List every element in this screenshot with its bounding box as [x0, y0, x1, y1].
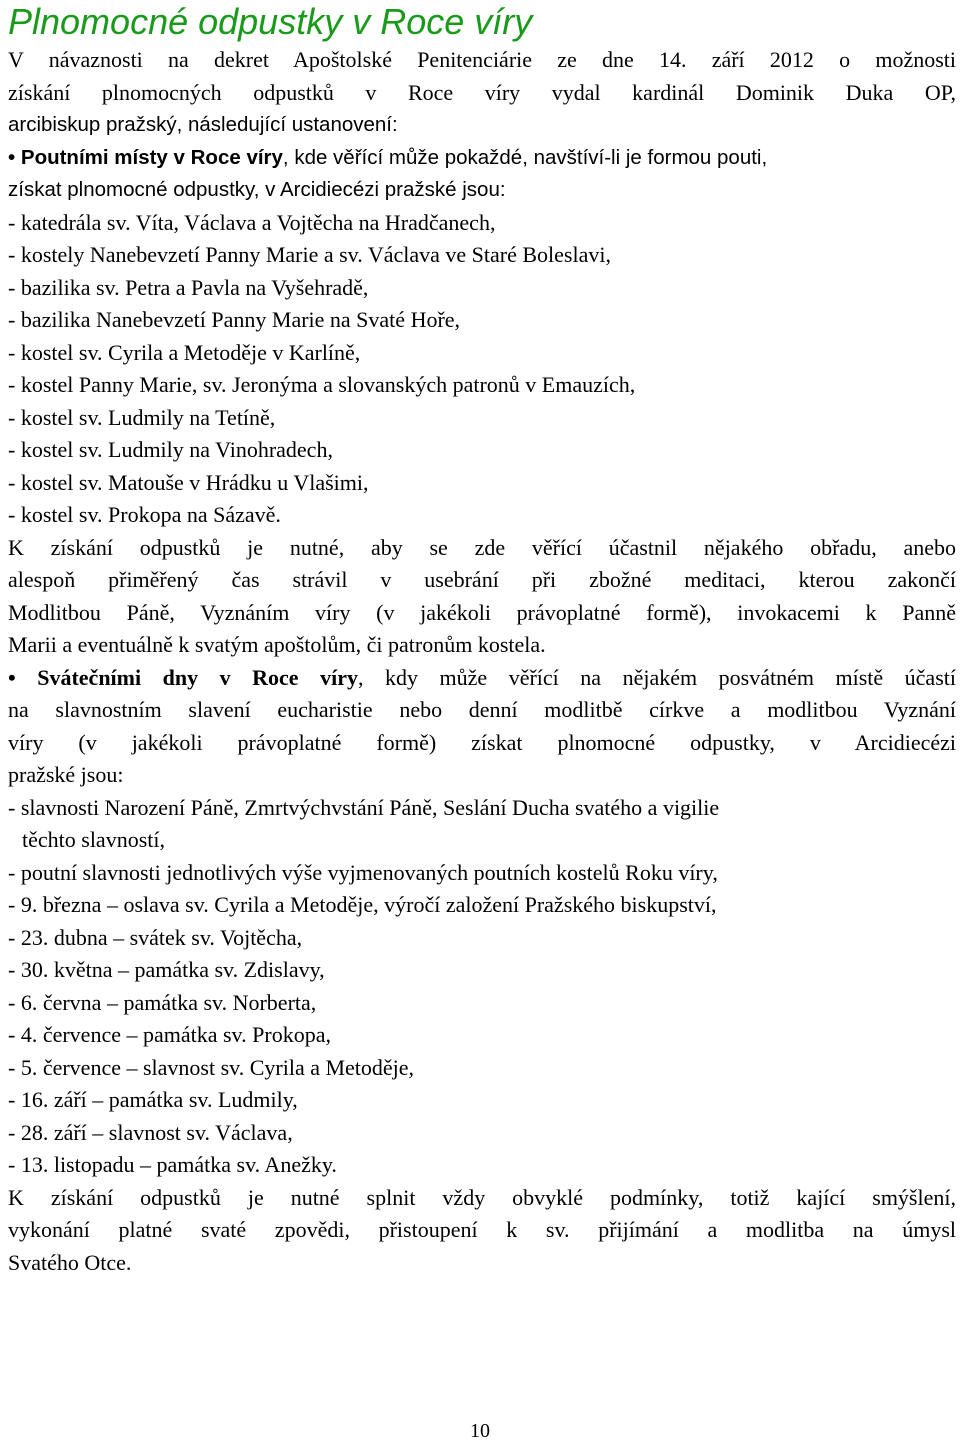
section2-heading-line: [8, 662, 956, 695]
paragraph-line: Marii a eventuálně k svatým apoštolům, či patronům kostela.: [8, 632, 546, 657]
document-page: [8, 0, 956, 1279]
section1-heading-rest: , kde věřící může pokaždé, navštíví-li je formou pouti,: [282, 145, 768, 169]
section2-line: víry (v jakékoli právoplatné formě) získat plnomocné odpustky, v Arcidiecézi: [8, 729, 956, 755]
list-item: těchto slavností,: [22, 827, 165, 852]
paragraph-line: K získání odpustků je nutné, aby se zde věřící účastnil nějakého obřadu, anebo: [8, 534, 956, 560]
list-item: - kostel sv. Ludmily na Vinohradech,: [8, 437, 333, 462]
list-item: - kostel sv. Ludmily na Tetíně,: [8, 404, 276, 430]
paragraph-line: Modlitbou Páně, Vyznáním víry (v jakékoli právoplatné formě), invokacemi k Panně: [8, 599, 956, 625]
list-item: - kostely Nanebevzetí Panny Marie a sv. Václava ve Staré Boleslavi,: [8, 242, 611, 267]
section2-line: na slavnostním slavení eucharistie nebo denní modlitbě církve a modlitbou Vyznání: [8, 697, 956, 722]
section2-heading: Svátečními dny v Roce víry: [37, 664, 358, 690]
intro-line: V návaznosti na dekret Apoštolské Penitenciárie ze dne 14. září 2012 o možnosti: [8, 47, 956, 72]
list-item: - katedrála sv. Víta, Václava a Vojtěcha na Hradčanech,: [8, 209, 496, 235]
section1-heading-line: [8, 142, 956, 175]
section2-line: pražské jsou:: [8, 762, 124, 787]
closing-line: vykonání platné svaté zpovědi, přistoupení k sv. přijímání a modlitba na úmysl: [8, 1217, 956, 1242]
page-title: Plnomocné odpustky v Roce víry: [8, 1, 533, 42]
list-item: - kostel sv. Prokopa na Sázavě.: [8, 502, 281, 527]
list-item: - 9. března – oslava sv. Cyrila a Metoděje, výročí založení Pražského biskupství,: [8, 892, 717, 917]
list-item: - 16. září – památka sv. Ludmily,: [8, 1087, 298, 1112]
page-number: 10: [470, 1420, 490, 1442]
list-item: - 4. července – památka sv. Prokopa,: [8, 1022, 331, 1047]
section1-line: získat plnomocné odpustky, v Arcidiecézi pražské jsou:: [8, 178, 506, 201]
list-item: - 30. května – památka sv. Zdislavy,: [8, 957, 325, 982]
section2-heading-rest: , kdy může věřící na nějakém posvátném místě účastí: [357, 664, 956, 690]
list-item: - kostel sv. Cyrila a Metoděje v Karlíně,: [8, 339, 361, 365]
closing-line: K získání odpustků je nutné splnit vždy obvyklé podmínky, totiž kající smýšlení,: [8, 1184, 956, 1210]
intro-line: arcibiskup pražský, následující ustanovení:: [8, 113, 398, 136]
paragraph-line: alespoň přiměřený čas strávil v usebrání při zbožné meditaci, kterou zakončí: [8, 567, 956, 592]
list-item: - bazilika sv. Petra a Pavla na Vyšehradě,: [8, 274, 369, 300]
list-item: - kostel sv. Matouše v Hrádku u Vlašimi,: [8, 469, 369, 495]
section1-heading: Poutními místy v Roce víry: [20, 145, 283, 169]
bullet: •: [8, 145, 16, 169]
list-item: - kostel Panny Marie, sv. Jeronýma a slovanských patronů v Emauzích,: [8, 372, 636, 397]
list-item: - 5. července – slavnost sv. Cyrila a Metoděje,: [8, 1054, 415, 1080]
intro-line: získání plnomocných odpustků v Roce víry vydal kardinál Dominik Duka OP,: [8, 79, 956, 105]
list-item: - 13. listopadu – památka sv. Anežky.: [8, 1152, 337, 1177]
list-item: - 28. září – slavnost sv. Václava,: [8, 1119, 293, 1145]
list-item: - poutní slavnosti jednotlivých výše vyjmenovaných poutních kostelů Roku víry,: [8, 859, 718, 885]
bullet: •: [8, 664, 16, 690]
closing-line: Svatého Otce.: [8, 1249, 132, 1275]
list-item: - slavnosti Narození Páně, Zmrtvýchvstání Páně, Seslání Ducha svatého a vigilie: [8, 794, 720, 820]
list-item: - 23. dubna – svátek sv. Vojtěcha,: [8, 924, 303, 950]
list-item: - 6. června – památka sv. Norberta,: [8, 989, 317, 1015]
list-item: - bazilika Nanebevzetí Panny Marie na Svaté Hoře,: [8, 307, 461, 332]
